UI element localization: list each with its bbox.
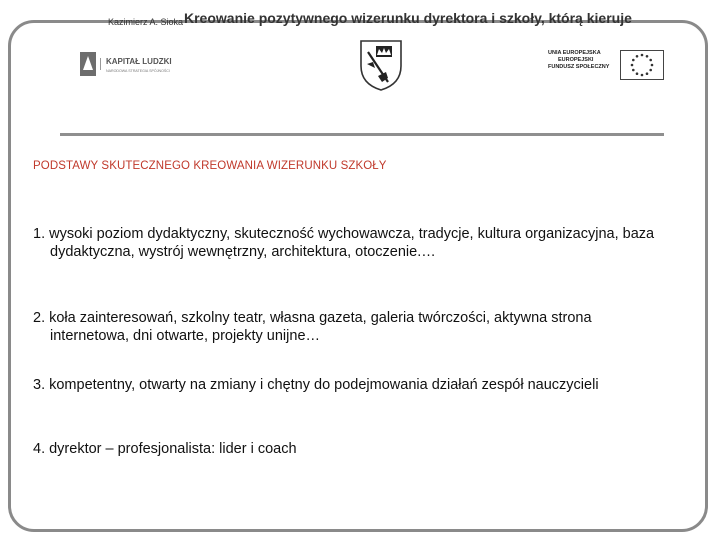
eu-line-2: EUROPEJSKI — [558, 57, 594, 63]
list-item: 3. kompetentny, otwarty na zmiany i chętny do podejmowania działań zespół nauczycieli — [33, 377, 599, 393]
eu-flag-icon — [620, 50, 664, 80]
kapital-ludzki-name: KAPITAŁ LUDZKI — [106, 57, 172, 66]
eu-logo-block — [548, 50, 666, 80]
list-item: 4. dyrektor – profesjonalista: lider i coach — [33, 441, 297, 457]
header-author: Kazimierz A. Sioka — [108, 17, 184, 27]
kapital-ludzki-logo — [80, 52, 202, 76]
section-heading: PODSTAWY SKUTECZNEGO KREOWANIA WIZERUNKU SZKOŁY — [33, 160, 387, 172]
kapital-ludzki-subtitle: NARODOWA STRATEGIA SPÓJNOŚCI — [106, 69, 170, 73]
list-item: 2. koła zainteresowań, szkolny teatr, własna gazeta, galeria twórczości, aktywna strona internetowa, dni otwarte, projekty unijne… — [33, 310, 592, 344]
eu-text — [548, 50, 618, 71]
list-item: 1. wysoki poziom dydaktyczny, skuteczność wychowawcza, tradycje, kultura organizacyjna, baza dydaktyczna, wystrój wewnętrzny, architektura, otoczenie.… — [33, 226, 655, 260]
header-title: Kreowanie pozytywnego wizerunku dyrektora i szkoły, którą kieruje — [184, 10, 632, 26]
header-divider — [60, 133, 664, 136]
eu-line-1: UNIA EUROPEJSKA — [548, 50, 601, 56]
eu-line-3: FUNDUSZ SPOŁECZNY — [548, 64, 610, 70]
school-emblem-icon — [358, 38, 404, 92]
